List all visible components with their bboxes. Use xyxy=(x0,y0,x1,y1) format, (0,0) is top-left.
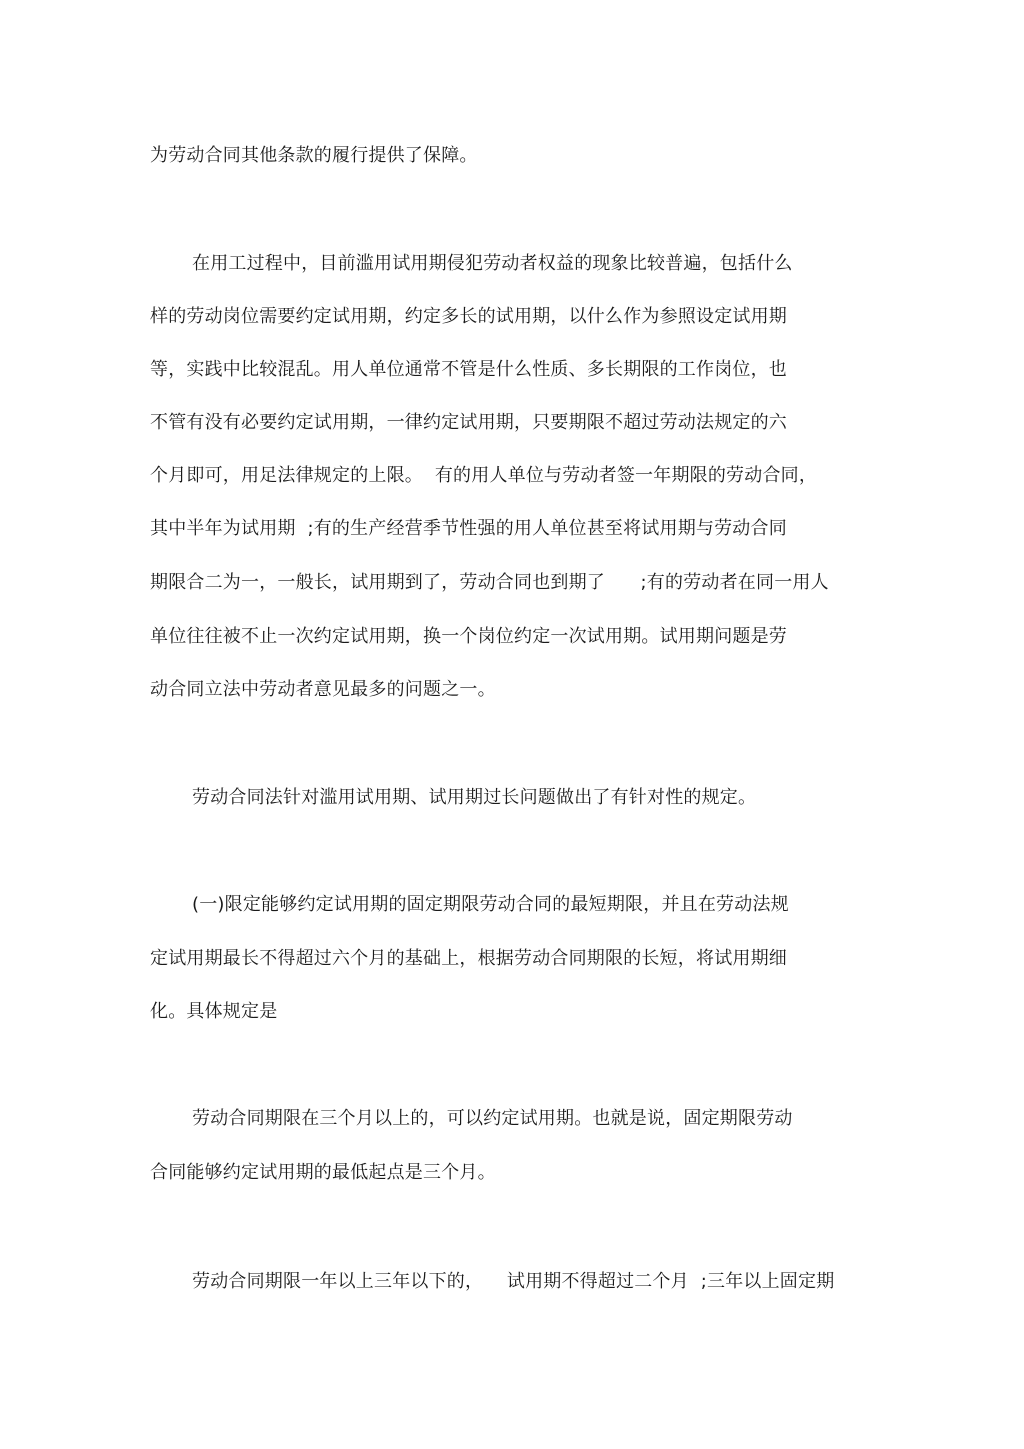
text-line: 定试用期最长不得超过六个月的基础上，根据劳动合同期限的长短，将试用期细 xyxy=(150,948,787,969)
text-line: 为劳动合同其他条款的履行提供了保障。 xyxy=(150,145,478,166)
text-line: 化。具体规定是 xyxy=(150,1001,278,1022)
paragraph-first-line: (一)限定能够约定试用期的固定期限劳动合同的最短期限，并且在劳动法规 xyxy=(192,894,789,915)
paragraph-first-line: 劳动合同期限一年以上三年以下的， 试用期不得超过二个月 ;三年以上固定期 xyxy=(192,1271,835,1292)
text-line: 单位往往被不止一次约定试用期，换一个岗位约定一次试用期。试用期问题是劳 xyxy=(150,626,787,647)
text-line: 等，实践中比较混乱。用人单位通常不管是什么性质、多长期限的工作岗位，也 xyxy=(150,359,787,380)
paragraph-first-line: 劳动合同期限在三个月以上的，可以约定试用期。也就是说，固定期限劳动 xyxy=(192,1108,793,1129)
text-line: 不管有没有必要约定试用期，一律约定试用期，只要期限不超过劳动法规定的六 xyxy=(150,412,787,433)
text-line: 合同能够约定试用期的最低起点是三个月。 xyxy=(150,1162,496,1183)
text-line: 期限合二为一，一般长，试用期到了，劳动合同也到期了 ;有的劳动者在同一用人 xyxy=(150,572,829,593)
paragraph-first-line: 劳动合同法针对滥用试用期、试用期过长问题做出了有针对性的规定。 xyxy=(192,787,757,808)
text-line: 其中半年为试用期 ;有的生产经营季节性强的用人单位甚至将试用期与劳动合同 xyxy=(150,518,787,539)
text-line: 动合同立法中劳动者意见最多的问题之一。 xyxy=(150,679,496,700)
paragraph-first-line: 在用工过程中，目前滥用试用期侵犯劳动者权益的现象比较普遍，包括什么 xyxy=(192,253,793,274)
text-line: 样的劳动岗位需要约定试用期，约定多长的试用期，以什么作为参照设定试用期 xyxy=(150,306,787,327)
text-line: 个月即可，用足法律规定的上限。 有的用人单位与劳动者签一年期限的劳动合同， xyxy=(150,465,818,486)
